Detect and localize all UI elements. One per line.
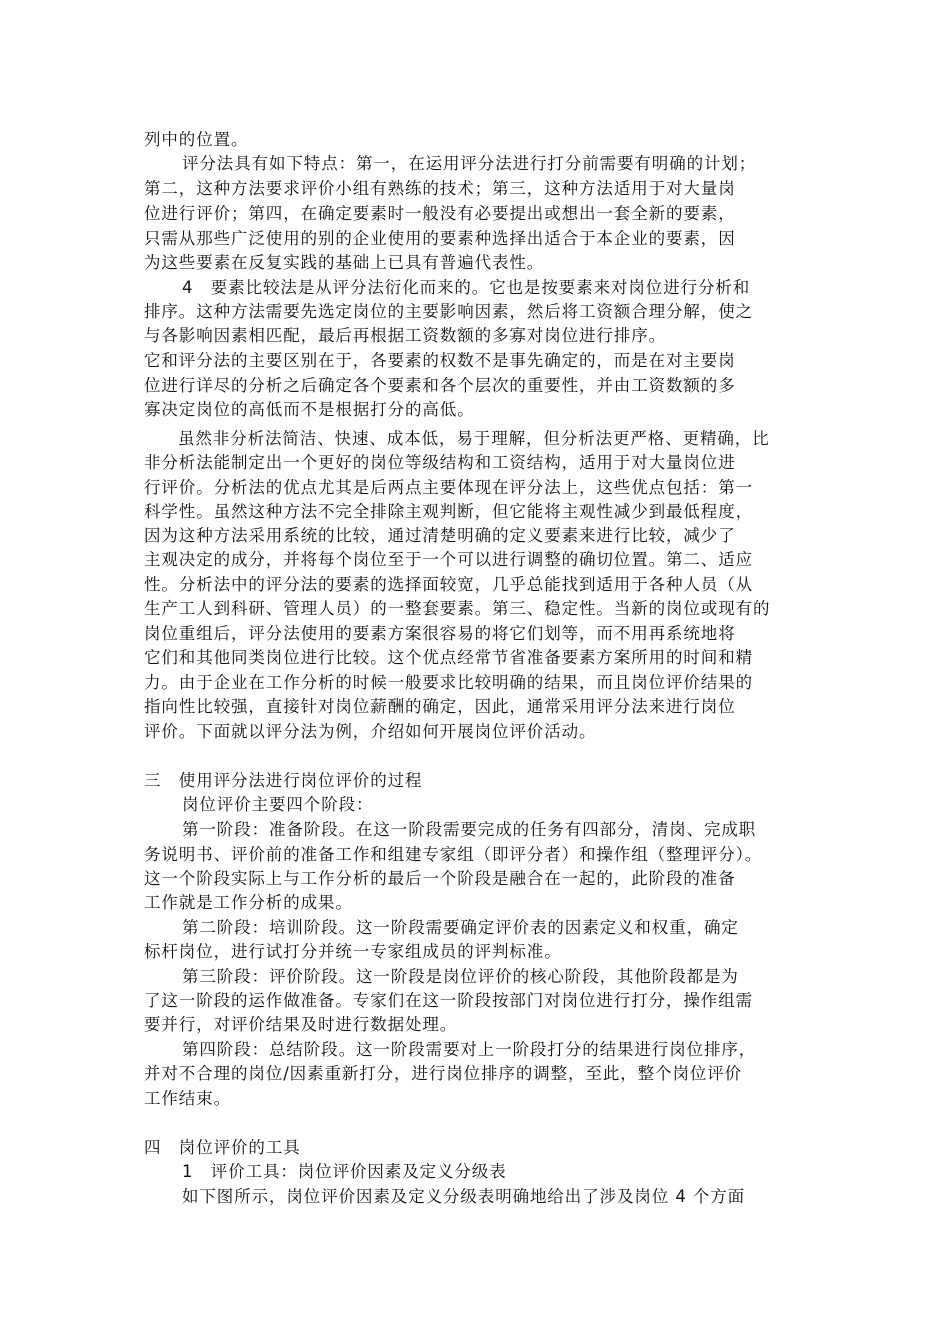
text-line: 它和评分法的主要区别在于，各要素的权数不是事先确定的，而是在对主要岗 bbox=[144, 351, 736, 370]
text-line: 科学性。虽然这种方法不完全排除主观判断，但它能将主观性减少到最低程度， bbox=[144, 502, 753, 521]
text-line: 标杆岗位，进行试打分并统一专家组成员的评判标准。 bbox=[144, 942, 562, 961]
text-line: 岗位评价主要四个阶段： bbox=[182, 795, 374, 814]
text-line: 虽然非分析法简洁、快速、成本低，易于理解，但分析法更严格、更精确，比 bbox=[178, 429, 770, 448]
section-heading: 四 岗位评价的工具 bbox=[144, 1138, 301, 1157]
text-line: 生产工人到科研、管理人员）的一整套要素。第三、稳定性。当新的岗位或现有的 bbox=[144, 599, 771, 618]
text-line: 务说明书、评价前的准备工作和组建专家组（即评分者）和操作组（整理评分）。 bbox=[144, 845, 763, 864]
text-line: 工作就是工作分析的成果。 bbox=[144, 893, 353, 912]
text-line: 评价。下面就以评分法为例，介绍如何开展岗位评价活动。 bbox=[144, 722, 597, 741]
text-line: 列中的位置。 bbox=[144, 130, 249, 149]
text-line: 工作结束。 bbox=[144, 1089, 231, 1108]
text-line: 并对不合理的岗位/因素重新打分，进行岗位排序的调整，至此，整个岗位评价 bbox=[144, 1064, 743, 1083]
text-line: 第一阶段：准备阶段。在这一阶段需要完成的任务有四部分，清岗、完成职 bbox=[182, 820, 757, 839]
text-line: 4 要素比较法是从评分法衍化而来的。它也是按要素来对岗位进行分析和 bbox=[182, 278, 751, 297]
text-line: 第四阶段：总结阶段。这一阶段需要对上一阶段打分的结果进行岗位排序， bbox=[182, 1040, 757, 1059]
text-line: 排序。这种方法需要先选定岗位的主要影响因素，然后将工资额合理分解，使之 bbox=[144, 302, 753, 321]
section-heading: 三 使用评分法进行岗位评价的过程 bbox=[144, 771, 423, 790]
subsection-heading: 1 评价工具：岗位评价因素及定义分级表 bbox=[182, 1162, 507, 1181]
text-line: 为这些要素在反复实践的基础上已具有普遍代表性。 bbox=[144, 253, 545, 272]
text-line: 要并行，对评价结果及时进行数据处理。 bbox=[144, 1015, 458, 1034]
text-line: 因为这种方法采用系统的比较，通过清楚明确的定义要素来进行比较，减少了 bbox=[144, 526, 736, 545]
text-line: 它们和其他同类岗位进行比较。这个优点经常节省准备要素方案所用的时间和精 bbox=[144, 648, 753, 667]
text-line: 位进行详尽的分析之后确定各个要素和各个层次的重要性，并由工资数额的多 bbox=[144, 376, 736, 395]
text-line: 只需从那些广泛使用的别的企业使用的要素种选择出适合于本企业的要素，因 bbox=[144, 229, 736, 248]
text-line: 指向性比较强，直接针对岗位薪酬的确定，因此，通常采用评分法来进行岗位 bbox=[144, 697, 736, 716]
text-line: 主观决定的成分，并将每个岗位至于一个可以进行调整的确切位置。第二、适应 bbox=[144, 550, 753, 569]
text-line: 性。分析法中的评分法的要素的选择面较宽，几乎总能找到适用于各种人员（从 bbox=[144, 575, 753, 594]
text-line: 与各影响因素相匹配，最后再根据工资数额的多寡对岗位进行排序。 bbox=[144, 326, 666, 345]
text-line: 评分法具有如下特点：第一，在运用评分法进行打分前需要有明确的计划； bbox=[182, 154, 757, 173]
text-line: 了这一阶段的运作做准备。专家们在这一阶段按部门对岗位进行打分，操作组需 bbox=[144, 991, 753, 1010]
text-line: 力。由于企业在工作分析的时候一般要求比较明确的结果，而且岗位评价结果的 bbox=[144, 673, 753, 692]
text-line: 第三阶段：评价阶段。这一阶段是岗位评价的核心阶段，其他阶段都是为 bbox=[182, 967, 739, 986]
text-line: 位进行评价；第四，在确定要素时一般没有必要提出或想出一套全新的要素， bbox=[144, 204, 736, 223]
text-line: 行评价。分析法的优点尤其是后两点主要体现在评分法上，这些优点包括：第一 bbox=[144, 478, 753, 497]
text-line: 寡决定岗位的高低而不是根据打分的高低。 bbox=[144, 400, 475, 419]
text-line: 第二阶段：培训阶段。这一阶段需要确定评价表的因素定义和权重，确定 bbox=[182, 918, 739, 937]
text-line: 这一个阶段实际上与工作分析的最后一个阶段是融合在一起的，此阶段的准备 bbox=[144, 869, 736, 888]
text-line: 岗位重组后，评分法使用的要素方案很容易的将它们划等，而不用再系统地将 bbox=[144, 624, 736, 643]
text-line: 如下图所示，岗位评价因素及定义分级表明确地给出了涉及岗位 4 个方面 bbox=[182, 1187, 746, 1206]
text-line: 非分析法能制定出一个更好的岗位等级结构和工资结构，适用于对大量岗位进 bbox=[144, 453, 736, 472]
text-line: 第二，这种方法要求评价小组有熟练的技术；第三，这种方法适用于对大量岗 bbox=[144, 179, 736, 198]
